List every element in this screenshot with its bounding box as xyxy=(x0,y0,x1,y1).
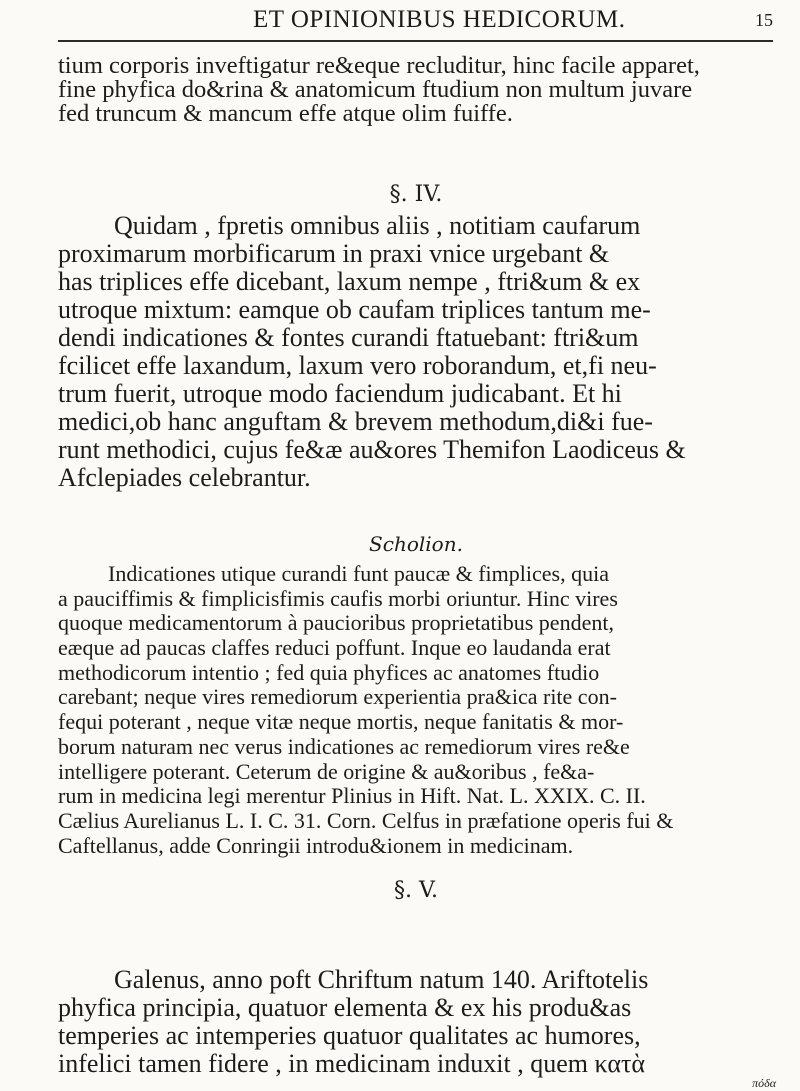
text-line: Indicationes utique curandi funt paucæ & fimplices, quia xyxy=(108,562,609,586)
text-line: dendi indicationes & fontes curandi ftatuebant: ftri&um xyxy=(58,324,639,352)
text-line: Cælius Aurelianus L. I. C. 31. Corn. Celfus in præfatione operis fui & xyxy=(58,808,674,833)
paragraph-section-iv xyxy=(58,212,774,492)
text-line: tium corporis inveftigatur re&eque recluditur, hinc facile apparet, xyxy=(58,54,700,78)
text-line: rum in medicina legi merentur Plinius in Hift. Nat. L. XXIX. C. II. xyxy=(58,784,646,809)
text-line: carebant; neque vires remediorum experientia pra&ica rite con- xyxy=(58,685,617,710)
text-line: Caftellanus, adde Conringii introdu&ionem in medicinam. xyxy=(58,833,574,858)
text-line: a pauciffimis & fimplicisfimis caufis morbi oriuntur. Hinc vires xyxy=(58,586,618,611)
text-line: utroque mixtum: eamque ob caufam triplices tantum me- xyxy=(58,296,651,324)
text-line: proximarum morbificarum in praxi vnice urgebant & xyxy=(58,240,610,268)
text-line: Quidam , fpretis omnibus aliis , notitiam caufarum xyxy=(114,212,641,240)
text-line: medici,ob hanc anguftam & brevem methodum,di&i fue- xyxy=(58,408,653,436)
section-heading-v: §. V. xyxy=(393,878,439,903)
text-line: borum naturam nec verus indicationes ac remediorum vires re&e xyxy=(58,734,630,759)
paragraph-section-v xyxy=(58,966,774,1078)
section-heading-iv: §. IV. xyxy=(389,182,443,207)
header-rule xyxy=(58,40,773,42)
text-line: intelligere poterant. Ceterum de origine & au&oribus , fe&a- xyxy=(58,759,595,784)
text-line: fed truncum & mancum effe atque olim fuiffe. xyxy=(58,102,513,126)
page-header xyxy=(58,0,773,52)
text-line: Afclepiades celebrantur. xyxy=(58,464,311,492)
text-line: quoque medicamentorum à paucioribus proprietatibus pendent, xyxy=(58,611,614,636)
paragraph-continuation xyxy=(58,54,774,126)
text-line: eæque ad paucas claffes reduci poffunt. Inque eo laudanda erat xyxy=(58,636,611,661)
text-line: infelici tamen fidere , in medicinam induxit , quem κατὰ xyxy=(58,1050,646,1078)
text-line: phyfica principia, quatuor elementa & ex his produ&as xyxy=(58,994,632,1022)
text-line: fine phyfica do&rina & anatomicum ftudium non multum juvare xyxy=(58,78,693,102)
running-head: ET OPINIONIBUS HEDICORUM. xyxy=(253,6,626,33)
text-line: fcilicet effe laxandum, laxum vero roborandum, et,fi neu- xyxy=(58,352,657,380)
scholion-heading: Scholion. xyxy=(369,532,463,556)
text-line: temperies ac intemperies quatuor qualitates ac humores, xyxy=(58,1022,641,1050)
text-line: has triplices effe dicebant, laxum nempe , ftri&um & ex xyxy=(58,268,641,296)
text-line: fequi poterant , neque vitæ neque mortis, neque fanitatis & mor- xyxy=(58,710,624,735)
text-line: Galenus, anno poft Chriftum natum 140. Ariftotelis xyxy=(114,966,649,994)
page-number: 15 xyxy=(755,10,773,30)
text-line: runt methodici, cujus fe&æ au&ores Themifon Laodiceus & xyxy=(58,436,686,464)
text-line: trum fuerit, utroque modo faciendum judicabant. Et hi xyxy=(58,380,622,408)
scholion-text xyxy=(58,562,774,858)
catchword: πόδα xyxy=(752,1076,776,1090)
text-line: methodicorum intentio ; fed quia phyfices ac anatomes ftudio xyxy=(58,660,600,685)
